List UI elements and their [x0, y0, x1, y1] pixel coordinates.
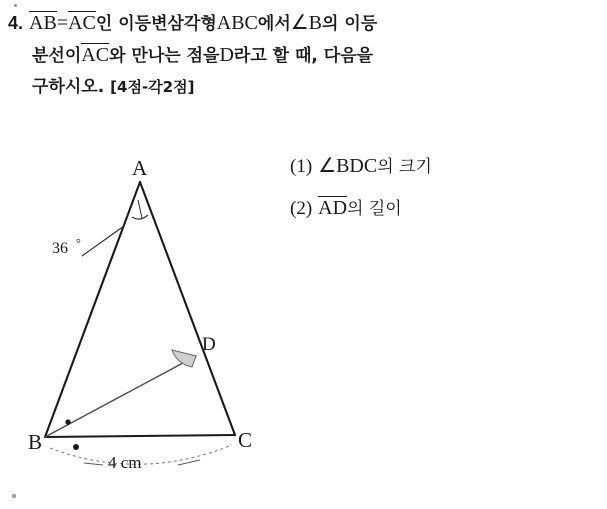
text-meets: 와 만나는 점을	[109, 46, 220, 66]
label-base-length: 4 cm	[108, 453, 142, 472]
bisector-bd	[45, 356, 196, 437]
question-number: 4.	[8, 13, 24, 33]
base-measure-right-tick	[178, 460, 200, 465]
triangle-figure	[20, 156, 300, 500]
subquestion-2	[290, 194, 590, 220]
text-find: 구하시오.	[32, 77, 105, 97]
text-bisector-2: 분선이	[32, 46, 82, 66]
question-line-3	[8, 72, 600, 103]
label-vertex-a: A	[132, 156, 148, 180]
scan-speck	[12, 494, 16, 498]
points-badge: [4점-각2점]	[110, 78, 195, 96]
question-line-2	[8, 40, 600, 72]
text-isosceles: 인 이등변삼각형	[95, 14, 217, 34]
segment-ac: AC	[68, 12, 96, 34]
segment-ad: AD	[318, 197, 348, 219]
question-block	[8, 8, 600, 103]
label-vertex-b: B	[28, 430, 43, 454]
subquestion-1-text: 의 크기	[377, 157, 432, 177]
angle-mark-d	[172, 350, 196, 367]
label-vertex-d: D	[202, 334, 216, 355]
base-measure-left-tick	[84, 463, 103, 465]
question-line-1	[8, 8, 600, 40]
subquestion-1-label: (1)	[290, 156, 313, 177]
scan-speck	[14, 4, 17, 7]
side-ac	[140, 182, 235, 435]
text-bisector-1: 의 이등	[322, 14, 378, 34]
subquestion-2-label: (2)	[290, 198, 313, 219]
label-vertex-c: C	[238, 428, 253, 452]
triangle-diagram-svg	[20, 160, 300, 500]
angle-dot-abd	[65, 419, 70, 424]
angle-b: ∠B	[290, 12, 323, 34]
equals-sign: =	[56, 12, 69, 34]
triangle-abc: ABC	[216, 12, 258, 34]
subquestion-2-text: 의 길이	[347, 199, 402, 219]
angle-arc-a	[132, 215, 148, 219]
text-when: 라고 할 때, 다음을	[233, 46, 374, 66]
label-angle-36: 36	[52, 240, 68, 257]
side-ab	[45, 182, 140, 437]
angle-dot-dbc	[73, 444, 79, 450]
side-bc	[45, 435, 235, 437]
subquestion-list	[290, 152, 590, 236]
label-angle-degree-symbol: °	[76, 236, 81, 250]
subquestion-1	[290, 152, 590, 178]
angle-tick-a	[138, 200, 142, 218]
segment-ac-2: AC	[81, 44, 110, 66]
text-at: 에서	[257, 14, 291, 34]
segment-ab: AB	[29, 12, 57, 34]
angle-bdc: ∠BDC	[318, 155, 378, 177]
point-d: D	[219, 44, 234, 66]
